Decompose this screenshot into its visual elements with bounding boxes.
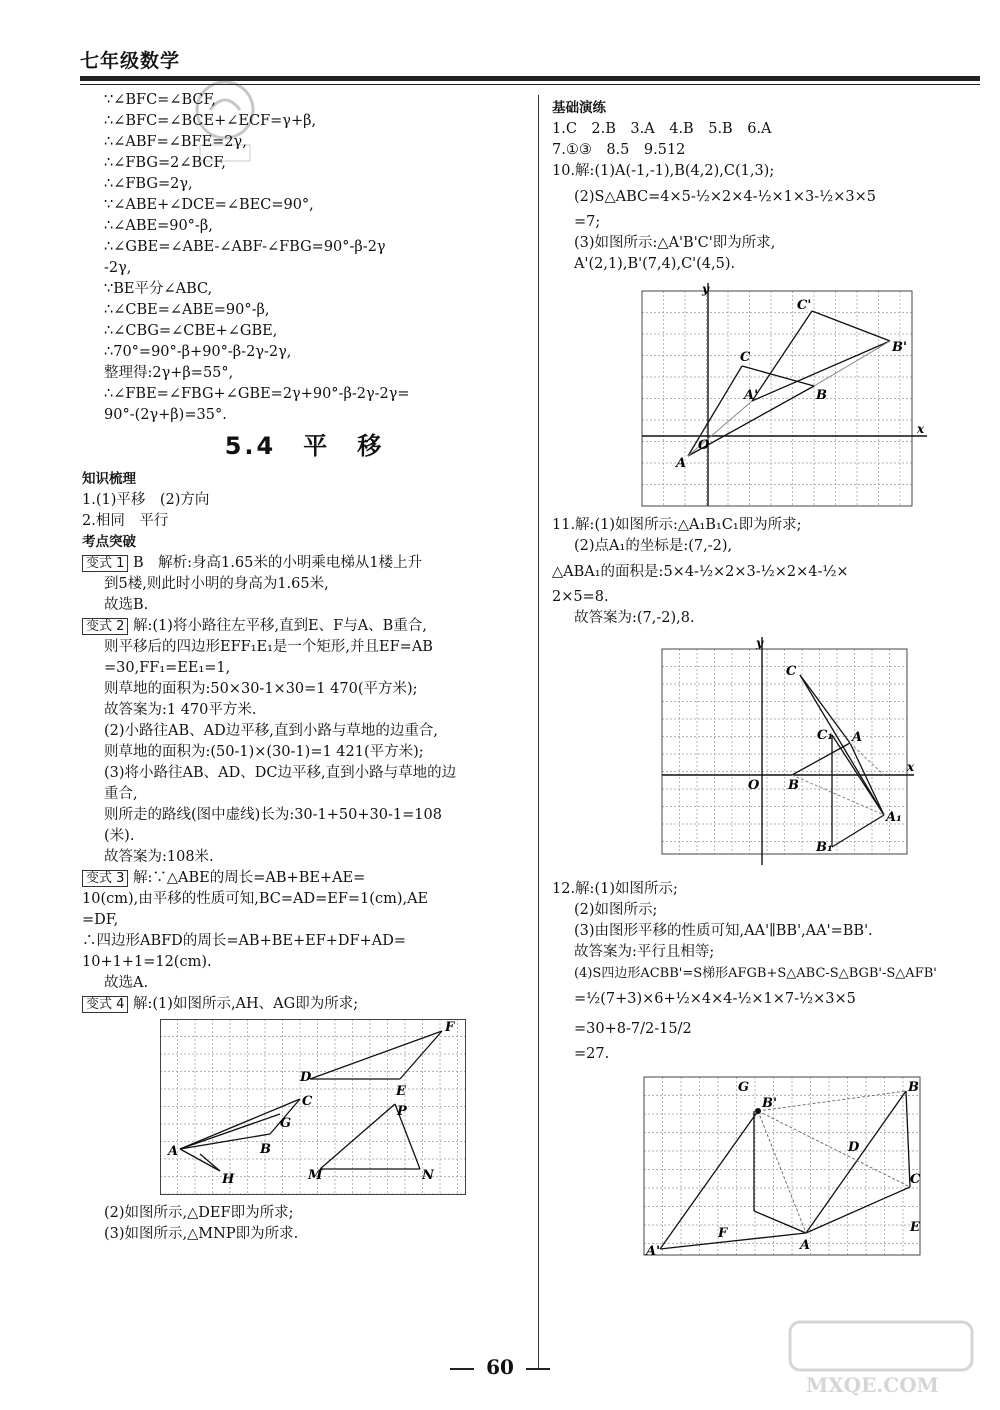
fig10-label: B [816, 388, 827, 403]
variant-tag: 变式 2 [82, 618, 128, 635]
q12-line: (3)由图形平移的性质可知,AA'∥BB',AA'=BB'. [574, 923, 873, 939]
variant-text: 故选A. [104, 975, 149, 991]
column-divider [538, 95, 539, 1370]
proof-line: ∴70°=90°-β+90°-β-2γ-2γ, [104, 344, 292, 360]
fig4-label: C [302, 1094, 313, 1109]
variant-text: =30,FF₁=EE₁=1, [104, 660, 231, 676]
fig10-label: B' [892, 340, 907, 355]
variant-text: 解:(1)将小路往左平移,直到E、F与A、B重合, [133, 618, 427, 634]
fig12-label: B' [762, 1096, 777, 1111]
fig4-label: B [260, 1142, 271, 1157]
fig10-label: y [702, 282, 709, 296]
left-column [82, 90, 527, 1245]
variant-tag: 变式 4 [82, 996, 128, 1013]
fig10-label: A' [744, 388, 759, 403]
q12-line: (4)S四边形ACBB'=S梯形AFGB+S△ABC-S△BGB'-S△AFB' [574, 966, 937, 981]
proof-line: 整理得:2γ+β=55°, [104, 365, 234, 381]
q12-line: =27. [574, 1046, 610, 1062]
q10-line: (3)如图所示:△A'B'C'即为所求, [574, 235, 776, 251]
knowledge-line: 2.相同 平行 [82, 513, 169, 529]
variant-text: (3)将小路往AB、AD、DC边平移,直到小路与草地的边 [104, 765, 457, 781]
fig11-label: A₁ [886, 810, 902, 825]
variant-text: 重合, [104, 786, 138, 802]
proof-line: -2γ, [104, 260, 132, 276]
fig10-label: C [740, 350, 751, 365]
proof-line: ∴∠FBE=∠FBG+∠GBE=2γ+90°-β-2γ-2γ= [104, 386, 410, 402]
fig4-label: M [308, 1168, 323, 1183]
variant-text: 则草地的面积为:50×30-1×30=1 470(平方米); [104, 681, 418, 697]
watermark-logo [786, 1318, 976, 1398]
figure-q10-coordinate-grid [632, 281, 932, 511]
fig11-label: B₁ [816, 840, 833, 855]
answer-line: 1.C 2.B 3.A 4.B 5.B 6.A [552, 121, 772, 137]
q10-line: A'(2,1),B'(7,4),C'(4,5). [574, 256, 736, 272]
basic-practice-heading: 基础演练 [552, 100, 606, 116]
fig11-label: C [786, 664, 797, 679]
fig12-label: A [800, 1238, 811, 1253]
variant-text: (2)如图所示,△DEF即为所求; [104, 1205, 294, 1221]
figure-q11-coordinate-grid [652, 635, 922, 875]
fig11-label: B [788, 778, 799, 793]
q10-line: =7; [574, 214, 601, 230]
variant-text: B 解析:身高1.65米的小明乘电梯从1楼上升 [133, 555, 423, 571]
knowledge-heading: 知识梳理 [82, 471, 136, 487]
fig11-label: x [907, 760, 915, 774]
fig12-label: D [848, 1140, 860, 1155]
q11-line: (2)点A₁的坐标是:(7,-2), [574, 538, 733, 554]
variant-text: 解:(1)如图所示,AH、AG即为所求; [133, 996, 359, 1012]
fig4-label: P [397, 1104, 407, 1119]
answer-line: 7.①③ 8.5 9.512 [552, 142, 686, 158]
variant-text: =DF, [82, 912, 119, 928]
fig4-label: D [300, 1070, 312, 1085]
q10-line: 10.解:(1)A(-1,-1),B(4,2),C(1,3); [552, 163, 775, 179]
q12-line: (2)如图所示; [574, 902, 658, 918]
fig4-label: F [445, 1020, 455, 1035]
variant-text: 则所走的路线(图中虚线)长为:30-1+50+30-1=108 [104, 807, 442, 823]
variant-text: 则平移后的四边形EFF₁E₁是一个矩形,并且EF=AB [104, 639, 433, 655]
fig4-label: E [396, 1084, 406, 1099]
proof-line: ∴∠GBE=∠ABE-∠ABF-∠FBG=90°-β-2γ [104, 239, 386, 255]
fig12-label: G [738, 1080, 750, 1095]
variant-text: 故选B. [104, 597, 149, 613]
proof-line: ∵∠ABE+∠DCE=∠BEC=90°, [104, 197, 314, 213]
fig11-label: A [852, 730, 863, 745]
variant-text: 10(cm),由平移的性质可知,BC=AD=EF=1(cm),AE [82, 891, 429, 907]
fig11-label: y [756, 636, 763, 650]
variant-tag: 变式 1 [82, 555, 128, 572]
proof-line: ∴∠CBE=∠ABE=90°-β, [104, 302, 270, 318]
right-column [552, 98, 992, 1265]
q11-line: 故答案为:(7,-2),8. [574, 610, 695, 626]
proof-line: 90°-(2γ+β)=35°. [104, 407, 227, 423]
q12-line: 12.解:(1)如图所示; [552, 881, 678, 897]
q12-line: =30+8-7/2-15/2 [574, 1021, 692, 1037]
variant-text: 解:∵△ABE的周长=AB+BE+AE= [133, 870, 366, 886]
variant-text: 到5楼,则此时小明的身高为1.65米, [104, 576, 329, 592]
q11-line: 2×5=8. [552, 589, 609, 605]
fig4-label: G [280, 1116, 292, 1131]
fig12-label: E [910, 1220, 920, 1235]
fig4-label: A [168, 1144, 179, 1159]
fig12-label: B [908, 1080, 919, 1095]
proof-line: ∴∠BFC=∠BCE+∠ECF=γ+β, [104, 113, 317, 129]
proof-line: ∵BE平分∠ABC, [104, 281, 213, 297]
section-title: 5.4 平 移 [224, 432, 385, 460]
variant-text: (米). [104, 828, 135, 844]
proof-lines [82, 90, 527, 426]
variant-text: 则草地的面积为:(50-1)×(30-1)=1 421(平方米); [104, 744, 424, 760]
figure-q12-grid [638, 1071, 928, 1261]
proof-line: ∵∠BFC=∠BCF, [104, 92, 216, 108]
variant-text: 故答案为:108米. [104, 849, 214, 865]
variant-text: ∴四边形ABFD的周长=AB+BE+EF+DF+AD= [82, 933, 407, 949]
page-number: 60 [486, 1355, 514, 1379]
variant-text: 10+1+1=12(cm). [82, 954, 212, 970]
knowledge-line: 1.(1)平移 (2)方向 [82, 492, 210, 508]
q11-line: 11.解:(1)如图所示:△A₁B₁C₁即为所求; [552, 517, 802, 533]
variant-text: (2)小路往AB、AD边平移,直到小路与草地的边重合, [104, 723, 438, 739]
watermark-text: MXQE.COM [806, 1373, 939, 1397]
variant-tag: 变式 3 [82, 870, 128, 887]
proof-line: ∴∠ABE=90°-β, [104, 218, 213, 234]
fig4-label: H [222, 1172, 235, 1187]
proof-line: ∴∠FBG=2∠BCF, [104, 155, 226, 171]
page-header-title: 七年级数学 [80, 50, 181, 72]
variant-text: (3)如图所示,△MNP即为所求. [104, 1226, 299, 1242]
fig10-label: O [698, 438, 710, 453]
q12-line: 故答案为:平行且相等; [574, 944, 715, 960]
fig10-label: x [917, 422, 925, 436]
fig4-label: N [422, 1168, 434, 1183]
fig10-label: A [676, 456, 687, 471]
fig12-label: C [910, 1172, 921, 1187]
variant-text: 故答案为:1 470平方米. [104, 702, 257, 718]
fig12-label: F [718, 1226, 728, 1241]
fig12-label: A' [646, 1244, 661, 1259]
q10-line: (2)S△ABC=4×5-½×2×4-½×1×3-½×3×5 [574, 189, 876, 205]
figure-variant4-grid [160, 1019, 470, 1199]
fig11-label: C₁ [817, 728, 834, 743]
proof-line: ∴∠FBG=2γ, [104, 176, 193, 192]
proof-line: ∴∠CBG=∠CBE+∠GBE, [104, 323, 278, 339]
proof-line: ∴∠ABF=∠BFE=2γ, [104, 134, 247, 150]
kaodian-heading: 考点突破 [82, 534, 136, 550]
fig11-label: O [748, 778, 760, 793]
fig10-label: C' [797, 298, 812, 313]
q12-line: =½(7+3)×6+½×4×4-½×1×7-½×3×5 [574, 991, 856, 1007]
q11-line: △ABA₁的面积是:5×4-½×2×3-½×2×4-½× [552, 564, 849, 580]
